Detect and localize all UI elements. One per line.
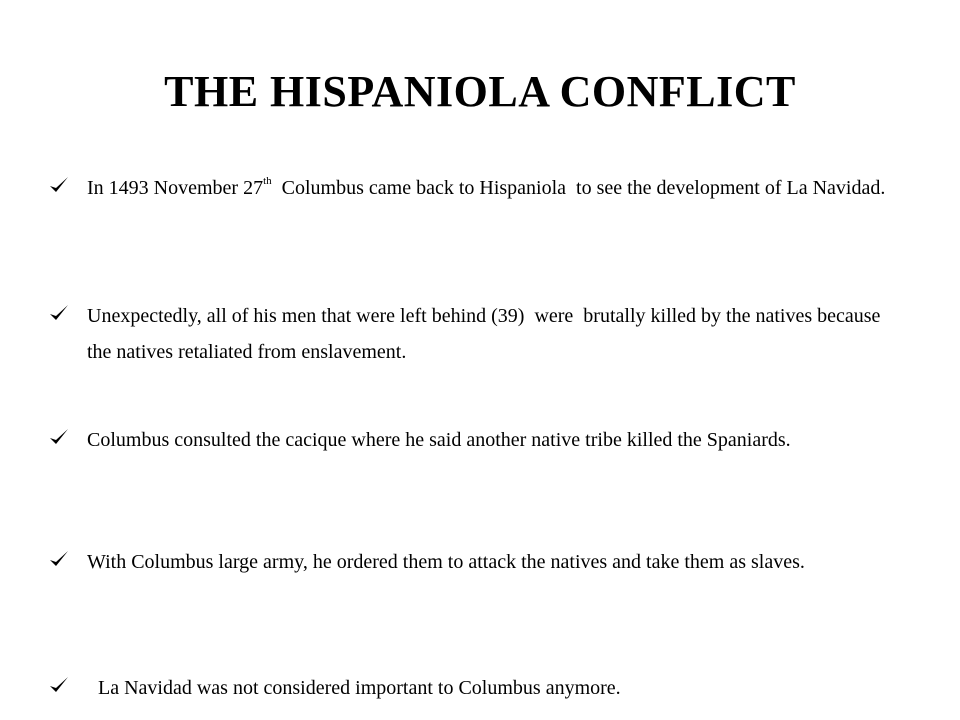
checkmark-icon [48,426,70,448]
checkmark-icon [48,674,70,696]
bullet-text-3: Columbus consulted the cacique where he said another native tribe killed the Spaniards. [87,429,791,451]
bullet-text-1-superscript: th [263,175,272,188]
bullet-text-1-part-a: In 1493 November 27 [87,177,264,199]
checkmark-icon [48,174,70,196]
bullet-text-5: La Navidad was not considered important to Columbus anymore. [93,677,621,699]
bullet-text-2: Unexpectedly, all of his men that were left behind (39) were brutally killed by the natives because the natives retaliated from enslavement. [87,305,891,363]
bullet-text-4: With Columbus large army, he ordered them to attack the natives and take them as slaves. [87,551,805,573]
slide-title: THE HISPANIOLA CONFLICT [164,67,796,116]
bullet-text-1-part-b: Columbus came back to Hispaniola to see the development of La Navidad. [271,177,886,199]
checkmark-icon [48,548,70,570]
checkmark-icon [48,302,70,324]
bullet-text-1 [87,170,902,206]
